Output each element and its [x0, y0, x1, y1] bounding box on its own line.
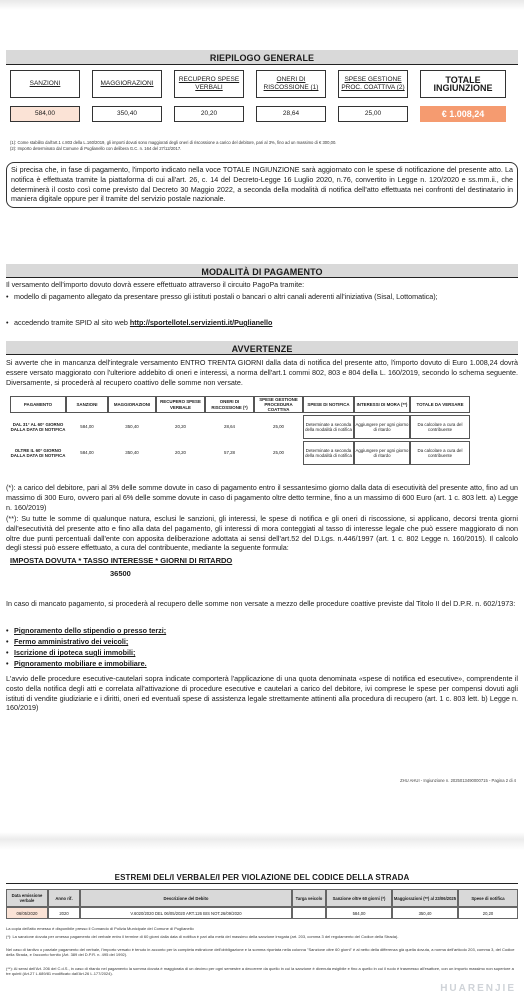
verbali-note-2: Nel caso di tardivo o parziale pagamento del verbale, l'importo versato è tenuto in acconto per la completa estinzione dell'obbligazione e la somma riportata nella colonna "Sanzione oltre 60 giorni" è al netto della differenza già quella dovuta, a norma dell'articolo 203, comma 3, del Codice della Strada, e l'acconto fornito (Art. 389 del D.P.R. n. 495 del 1992).	[6, 947, 515, 958]
interest-formula-denominator: 36500	[110, 569, 131, 578]
penalty-row-1-cell-8: Da calcolare a cura del contribuente	[410, 441, 470, 465]
summary-value-oneri: 28,64	[256, 106, 326, 122]
summary-rule	[6, 64, 518, 65]
summary-note-2: (2): Importo determinato dal Comune di Puglianello con delibera G.C. n. 164 del 27/12/2017.	[10, 146, 182, 151]
watermark: HUARENJIE	[440, 983, 516, 994]
penalty-row-1-cell-5: 25,00	[273, 450, 284, 456]
verbali-cell-4: 584,00	[326, 907, 392, 919]
penalty-row-1-cell-2: 350,40	[125, 450, 139, 456]
verbali-header-1: Anno rif.	[48, 889, 80, 907]
verbali-note-1: (*): La sanzione dovuta per omesso pagamento del verbale entro il termine di 60 giorni dalla data di notifica è pari alla metà del massimo della sanzione irrogata (art. 203, comma 3 del regolamento del Codice della Strada).	[6, 934, 399, 939]
penalty-row-0-cell-5: 25,00	[273, 424, 284, 430]
warnings-note-2: (**): Su tutte le somme di qualunque natura, esclusi le sanzioni, gli interessi, le spese di notifica e gli oneri di riscossione, si applicano, decorsi trenta giorni dall'esecutività del presente atto e fino alla data del pagamento, gli interessi di mora conteggiati al tasso di interesse legale che può essere maggiorato di non oltre due punti percentuali dall'ente con apposita deliberazione adottata ai sensi dell'art.52 del D.Lgs. n.446/1997 (art. 1 c. 802 Legge n. 160/2015). Il calcolo degli stessi può essere effettuato, a cura del contribuente, mediante la seguente formula:	[6, 514, 518, 553]
summary-value-maggiorazioni: 350,40	[92, 106, 162, 122]
payment-bullet-1-text: modello di pagamento allegato da presentare presso gli istituti postali o bancari o altri canali aderenti all'iniziativa (Sisal, Lottomatica);	[14, 292, 438, 301]
verbali-note-3: (**): Ai sensi dell'Art. 206 del C.d.S., in caso di ritardo nel pagamento la somma dovuta è maggiorata di un decimo per ogni semestre a decorrere da quello in cui la sanzione è divenuta esigibile e fino a quello in cui il ruolo è trasmesso all'esattore, con un importo massimo non superiore a tre quinti (Art.27 L.689/81 modificato dall'Art.26 L.177/2024).	[6, 966, 514, 977]
payment-title: MODALITÀ DI PAGAMENTO	[201, 267, 323, 277]
verbali-cell-6: 20,20	[458, 907, 518, 919]
notification-notice: Si precisa che, in fase di pagamento, l'importo indicato nella voce TOTALE INGIUNZIONE sarà aggiornato con le spese di notificazione del presente atto. La notifica è effettuata tramite la piattaforma di cui all'art. 26, c. 14 del Decreto-Legge 16 Luglio 2020, n.76, convertito in Legge n. 120/2020 e ss.mm.ii., che determinerà il costo così come previsto dal Decreto 30 Maggio 2022, a seconda della modalità di notifica dell'atto effettuata nei confronti del destinatario in maniera digitale oppure per il tramite del servizio postale nazionale.	[6, 162, 518, 208]
summary-header-totale: TOTALE INGIUNZIONE	[420, 70, 506, 98]
summary-value-sanzioni: 584,00	[10, 106, 80, 122]
penalty-row-1-cell-0: OLTRE IL 60° GIORNO DALLA DATA DI NOTIFICA	[10, 447, 66, 458]
penalty-row-0-cell-3: 20,20	[175, 424, 186, 430]
summary-header-recupero: RECUPERO SPESE VERBALI	[174, 70, 244, 98]
warnings-paragraph: Si avverte che in mancanza dell'integrale versamento ENTRO TRENTA GIORNI dalla data di notifica del presente atto, l'importo dovuto di Euro 1.008,24 dovrà essere versato maggiorato con l'ulteriore addebito di oneri e interessi, a norma dell'art.1 commi 802, 803 e 804 della L. 160/2019, secondo lo schema seguente. Diversamente, si procederà al recupero coattivo delle somme non versate.	[6, 358, 518, 387]
penalty-row-0-cell-6: Determinate a seconda della modalità di notifica	[303, 415, 354, 439]
summary-header-oneri: ONERI DI RISCOSSIONE (1)	[256, 70, 326, 98]
page-break	[0, 832, 524, 850]
penalty-header-0: PAGAMENTO	[10, 396, 66, 413]
penalty-row-1-cell-1: 584,00	[80, 450, 94, 456]
payment-bullet-1	[14, 292, 514, 302]
penalty-header-7: INTERESSI DI MORA (**)	[354, 396, 410, 413]
procedure-item-1: • Pignoramento dello stipendio o presso terzi;	[14, 626, 166, 636]
summary-value-recupero: 20,20	[174, 106, 244, 122]
penalty-header-8: TOTALE DA VERSARE	[410, 396, 470, 413]
penalty-header-1: SANZIONI	[66, 396, 108, 413]
procedure-item-4: • Pignoramento mobiliare e immobiliare.	[14, 659, 147, 669]
payment-rule	[6, 277, 518, 278]
penalty-row-1-cell-3: 20,20	[175, 450, 186, 456]
verbali-header-4: Sanzione oltre 60 giorni (*)	[326, 889, 392, 907]
penalty-header-5: SPESE GESTIONE PROCEDURA COATTIVA	[254, 396, 303, 413]
recovery-paragraph: In caso di mancato pagamento, si procederà al recupero delle somme non versate a mezzo delle procedure coattive previste dal Titolo II del D.P.R. n. 602/1973:	[6, 599, 516, 608]
summary-value-spese: 25,00	[338, 106, 408, 122]
penalty-row-0-cell-1: 584,00	[80, 424, 94, 430]
verbali-header-6: Spese di notifica	[458, 889, 518, 907]
penalty-row-0-cell-2: 350,40	[125, 424, 139, 430]
verbali-note-0: La copia dell'atto emesso è disponibile presso il Comando di Polizia Municipale del Comune di Puglianello	[6, 926, 194, 931]
penalty-row-0-cell-7: Aggiungere per ogni giorno di ritardo	[354, 415, 410, 439]
warnings-title: AVVERTENZE	[231, 344, 293, 354]
penalty-row-1-cell-4: 57,28	[224, 450, 235, 456]
final-paragraph: L'avvio delle procedure esecutive-cautelari sopra indicate comporterà l'applicazione di una quota denominata «spese di notifica ed esecutive», comprendente il costo della notifica degli atti e correlata all'attivazione di procedure esecutive e cautelari a carico del debitore, ivi comprese le spese per compensi dovuti agli istituti di vendite giudiziarie e i diritti, oneri ed eventuali spese di assistenza legale strettamente attinenti alla procedura di recupero (art. 1 c. 803 lett. b) Legge n. 160/2019)	[6, 674, 518, 713]
verbali-header-2: Descrizione del Debito	[80, 889, 292, 907]
penalty-header-2: MAGGIORAZIONI	[108, 396, 156, 413]
verbali-rule	[6, 883, 518, 884]
page-footer-id: ZHU AHUI - Ingiunzione n. 2025013490000715 - Pagina 2 di 4	[400, 778, 516, 783]
penalty-row-0-cell-4: 28,64	[224, 424, 235, 430]
payment-bullet-2	[14, 318, 514, 328]
payment-link[interactable]: http://sportellotel.servizienti.it/Puglianello	[129, 318, 273, 327]
verbali-header-0: Data emissione verbale	[6, 889, 48, 907]
summary-note-1: (1): Come stabilito dall'art.1 c.803 della L.160/2019, gli importi dovuti sono maggiorati degli oneri di riscossione a carico del debitore, pari al 3%, fino ad un massimo di € 300,00.	[10, 140, 337, 145]
summary-title: RIEPILOGO GENERALE	[209, 53, 315, 63]
verbali-cell-3	[292, 907, 326, 919]
interest-formula-numerator: IMPOSTA DOVUTA * TASSO INTERESSE * GIORNI DI RITARDO	[10, 556, 233, 565]
penalty-header-6: SPESE DI NOTIFICA	[303, 396, 354, 413]
verbali-cell-0: 06/05/2020	[6, 907, 48, 919]
procedure-item-3: • Iscrizione di ipoteca sugli immobili;	[14, 648, 135, 658]
verbali-cell-5: 350,40	[392, 907, 458, 919]
verbali-header-5: Maggiorazioni (**) al 23/06/2025	[392, 889, 458, 907]
payment-intro: Il versamento dell'importo dovuto dovrà essere effettuato attraverso il circuito PagoPa tramite:	[6, 280, 305, 289]
summary-header-maggiorazioni: MAGGIORAZIONI	[92, 70, 162, 98]
verbali-cell-1: 2020	[48, 907, 80, 919]
warnings-note-1: (*): a carico del debitore, pari al 3% delle somme dovute in caso di pagamento entro il sessantesimo giorno dalla data di esecutività del presente atto, fino ad un massimo di 300 Euro, ovvero pari al 6% delle somme dovute in caso di pagamento oltre detto termine, fino a un massimo di 600 Euro (art. 1 c. 803 lett. a) Legge n. 160/2019)	[6, 483, 518, 512]
summary-header-sanzioni: SANZIONI	[10, 70, 80, 98]
summary-header-spese: SPESE GESTIONE PROC. COATTIVA (2)	[338, 70, 408, 98]
penalty-row-0-cell-8: Da calcolare a cura del contribuente	[410, 415, 470, 439]
verbali-header-3: Targa veicolo	[292, 889, 326, 907]
penalty-row-0-cell-0: DAL 31° AL 60° GIORNO DALLA DATA DI NOTIFICA	[10, 421, 66, 432]
penalty-row-1-cell-6: Determinate a seconda della modalità di notifica	[303, 441, 354, 465]
verbali-title: ESTREMI DEL/I VERBALE/I PER VIOLAZIONE DEL CODICE DELLA STRADA	[114, 873, 410, 882]
penalty-header-3: RECUPERO SPESE VERBALE	[156, 396, 205, 413]
payment-bullet-2-prefix: accedendo tramite SPID al sito web	[14, 318, 130, 327]
procedure-item-2: • Fermo amministrativo dei veicoli;	[14, 637, 128, 647]
penalty-header-4: ONERI DI RISCOSSIONE (*)	[205, 396, 254, 413]
summary-value-totale: € 1.008,24	[420, 106, 506, 122]
penalty-row-1-cell-7: Aggiungere per ogni giorno di ritardo	[354, 441, 410, 465]
warnings-rule	[6, 354, 518, 355]
page-top-edge	[0, 0, 524, 10]
verbali-cell-2: V.6020/2020 DEL 06/05/2020 ART.126 BIS NOT.26/09/2020	[80, 907, 292, 919]
